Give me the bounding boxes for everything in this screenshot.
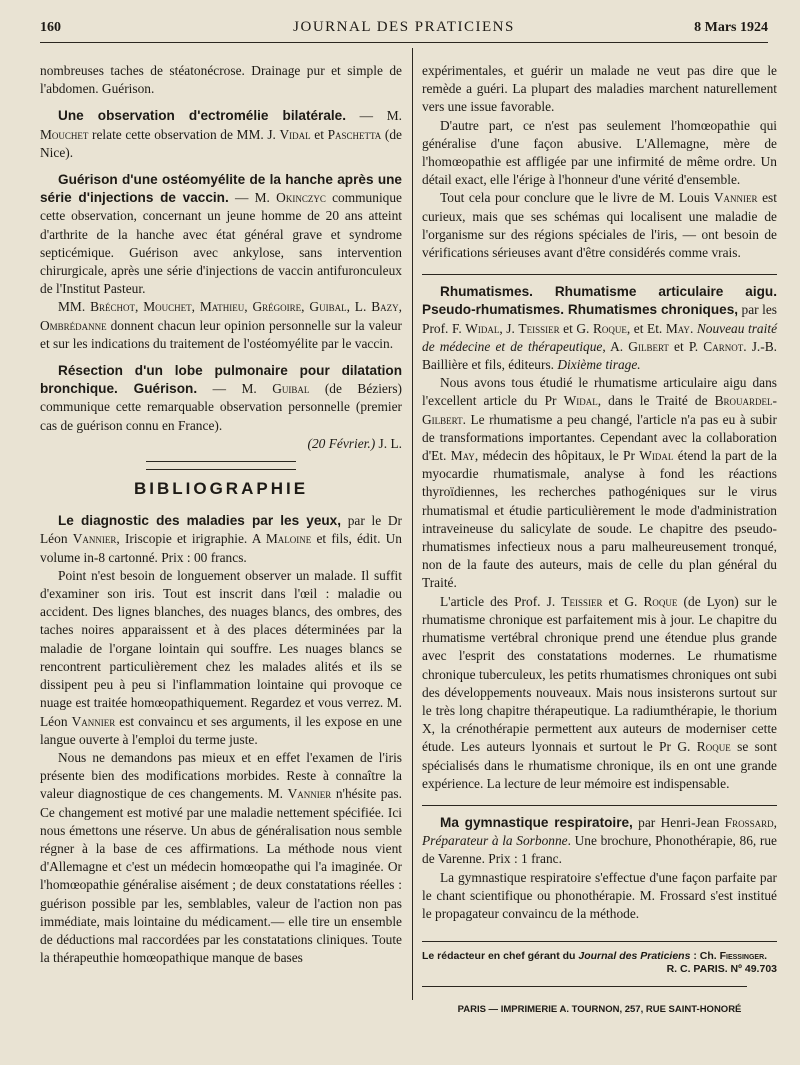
page-number: 160	[40, 20, 61, 35]
footer-rule	[422, 941, 777, 942]
section-heading: BIBLIOGRAPHIE	[133, 479, 309, 499]
issue-date: 8 Mars 1924	[694, 20, 768, 35]
section-rule	[422, 274, 777, 275]
author-name: Vannier	[72, 531, 117, 547]
article-ectromelie: Une observation d'ectromélie bilatérale. — M. Mouchet relate cette observation de MM. J. Vidal et Paschetta (de Nice).	[40, 108, 403, 160]
review-paragraph: D'autre part, ce n'est pas seulement l'homœopathie qui généralise d'une façon abusive. L'Allemagne, mère de l'homœopathie est affligée par une infirmité de même ordre. Un détail exact, elle l'érige à l'honneur d'une vérité d'ensemble.	[422, 117, 777, 188]
book-entry-gymnastique: Ma gymnastique respiratoire, par Henri-Jean Frossard, Préparateur à la Sorbonne. Une brochure, Phonothérapie, 86, rue de Varenne. Prix : 1 franc.	[422, 814, 777, 867]
article-osteomyelite: Guérison d'une ostéomyélite de la hanche après une série d'injections de vaccin. — M. Okinczyc communique cette observation, concernant un jeune homme de 20 ans atteint d'arthrite de la hanche avec état général grave et syndrome septicémique. Guérison avec ankylose, sans intervention chirurgicale, après une série d'injections de vaccin antifuronculeux de l'Institut Pasteur.	[40, 172, 402, 297]
review-paragraph: Tout cela pour conclure que le livre de M. Louis Vannier est curieux, mais que ses schémas qui localisent une maladie de l'organisme sur des régions spéciales de l'iris, — ont besoin de vérifications sérieuses avant d'être considérés comme vrais.	[422, 190, 777, 261]
book-title: Ma gymnastique respiratoire,	[440, 814, 633, 830]
author-name: Vidal	[279, 126, 311, 142]
editor-line: Le rédacteur en chef gérant du Journal des Praticiens : Ch. Fiessinger.	[422, 950, 768, 963]
author-name: Paschetta	[327, 126, 382, 142]
article-resection: Résection d'un lobe pulmonaire pour dilatation bronchique. Guérison. — M. Guibal (de Béziers) communique cette remarquable observation personnelle (premier cas de guérison connu en France).	[40, 363, 402, 433]
book-title: Le diagnostic des maladies par les yeux,	[58, 513, 342, 529]
discussion-paragraph: MM. Bréchot, Mouchet, Mathieu, Grégoire, Guibal, L. Bazy, Ombrédanne donnent chacun leur opinion personnelle sur la valeur et sur les indications du traitement de l'ostéomyélite par le vaccin.	[40, 299, 402, 351]
review-paragraph: La gymnastique respiratoire s'effectue d'une façon parfaite par le chant scientifique ou phonothérapie. M. Frossard s'est institué le propagateur convaincu de la méthode.	[422, 869, 777, 921]
review-paragraph: expérimentales, et guérir un malade ne veut pas dire que le remède a guéri. La plupart des maladies marchent naturellement vers une issue favorable.	[422, 63, 777, 115]
printer-imprint: PARIS — IMPRIMERIE A. TOURNON, 257, RUE SAINT-HONORÉ	[457, 1004, 742, 1016]
book-entry-rhumatismes: Rhumatismes. Rhumatisme articulaire aigu. Pseudo-rhumatismes. Rhumatismes chroniques, par les Prof. F. Widal, J. Teissier et G. Roque, et Et. May. Nouveau traité de médecine et de thérapeutique, A. Gilbert et P. Carnot. J.-B. Baillière et fils, éditeurs. Dixième tirage.	[422, 284, 778, 373]
journal-title: JOURNAL DES PRATICIENS	[293, 19, 515, 35]
article-continuation: nombreuses taches de stéatonécrose. Drainage pur et simple de l'abdomen. Guérison.	[40, 63, 402, 97]
review-paragraph: Nous ne demandons pas mieux et en effet l'examen de l'iris présente bien des modifications morbides. Reste à connaître la valeur diagnostique de ces changements. M. Vannier n'hésite pas. Ce changement est motivé par une maladie nettement spécifiée. Ici nous émettons une réserve. Un abus de généralisation nous semble régner à la base de ces affirmations. La méthode nous vient d'Allemagne et c'est un médecin homœopathe qui l'a imaginée. Or l'homœopathie généralise aisément ; de deux constatations réelles : guérison possible par les, semblables, valeur de l'action non pas immédiate, mais lointaine du médicament.— elle tire un ensemble de déductions mal raccordées par les constatations cliniques. Toute la thérapeuthie homœopathique manque de bases	[40, 749, 402, 966]
book-title: Rhumatismes. Rhumatisme articulaire aigu. Pseudo-rhumatismes. Rhumatismes chroniques,	[422, 284, 777, 318]
signature: (20 Février.) J. L.	[307, 435, 402, 451]
author-names: Bréchot, Mouchet, Mathieu, Grégoire, Guibal, L. Bazy, Ombrédanne	[40, 299, 402, 333]
article-title: Résection d'un lobe pulmonaire pour dilatation bronchique. Guérison.	[40, 363, 402, 397]
left-column	[40, 62, 402, 967]
decorative-rule	[146, 461, 296, 470]
review-paragraph: Nous avons tous étudié le rhumatisme articulaire aigu dans l'excellent article du Pr Widal, dans le Traité de Brouardel-Gilbert. Le rhumatisme a peu changé, l'article n'a pas eu à subir de transformations importantes. Cependant avec la collaboration d'Et. May, médecin des hôpitaux, le Pr Widal étend la part de la myocardie rhumatismale, analyse à fond les réactions thyroïdiennes, les recherches pathogéniques sur le virus rhumatismal et étudie particulièrement le mode d'administration intraveineuse du salicylate de soude. Le chapitre des pseudo-rhumatismes infectieux nous a paru malheureusement tronqué, non de la faute des auteurs, mais de celle du plan général du Traité.	[422, 375, 777, 591]
article-title: Une observation d'ectromélie bilatérale.	[58, 108, 347, 124]
right-column	[422, 62, 777, 1019]
registration-number: R. C. PARIS. Nº 49.703	[666, 963, 777, 976]
book-entry-diagnostic: Le diagnostic des maladies par les yeux, par le Dr Léon Vannier, Iriscopie et irigraphie. A Maloine et fils, édit. Un volume in-8 cartonné. Prix : 00 francs.	[40, 513, 402, 565]
printer-rule	[422, 986, 747, 987]
review-paragraph: Point n'est besoin de longuement observer un malade. Il suffit d'examiner son iris. Tout est inscrit dans l'œil : maladie ou accident. Des lignes blanches, des nuages blancs, des ombres, des taches noires apparaissent et à des places déterminées par la maladie de l'organe lointain qui souffre. Les nuages blancs se rencontrent particulièrement chez les malades alités et ils se dissipent peu à peu si l'inflammation lointaine qui provoque ce nuage est traitée homœopathiquement. Regardez et vous verrez. M. Léon Vannier est convaincu et ses arguments, il les expose en une langue ouverte à l'emploi du terme juste.	[40, 567, 402, 747]
review-paragraph: L'article des Prof. J. Teissier et G. Roque (de Lyon) sur le rhumatisme chronique est parfaitement mis à jour. Le chapitre du rhumatisme vertébral chronique prend une étendue plus grande avec l'esprit des constatations modernes. Le rhumatisme chronique tuberculeux, les petits rhumatismes chroniques ont subi des développements nouveaux. Mais nous insisterons surtout sur le très long chapitre thérapeutique. La radiumthérapie, le thorium X, la crénothérapie permettent aux auteurs de moderniser cette étude. Les auteurs lyonnais et surtout le Pr G. Roque se sont spécialisés dans le rhumatisme chronique, ils en ont une grande expérience. La lecture de leur mémoire est indispensable.	[422, 593, 777, 791]
section-rule	[422, 805, 777, 806]
author-name: Guibal	[272, 381, 310, 397]
running-header	[40, 18, 768, 43]
publisher-name: Maloine	[265, 531, 312, 547]
article-title: Guérison d'une ostéomyélite de la hanche après une série d'injections de vaccin.	[40, 172, 402, 206]
author-name: Okinczyc	[276, 190, 326, 206]
author-name: Mouchet	[40, 126, 89, 142]
column-divider	[412, 48, 413, 1000]
